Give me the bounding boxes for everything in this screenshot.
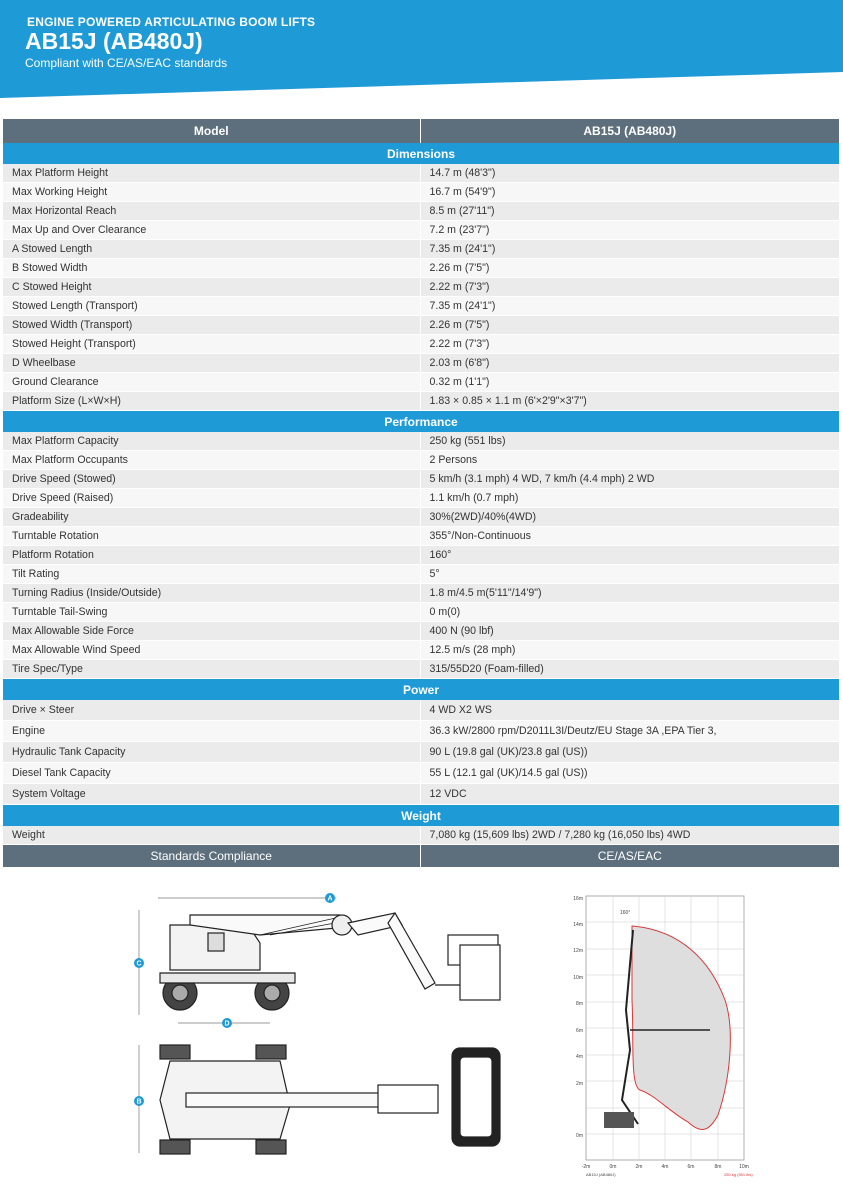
- spec-value: 2.03 m (6'8"): [420, 354, 839, 373]
- y-tick-label: 4m: [576, 1054, 583, 1060]
- x-tick-label: 2m: [635, 1164, 643, 1170]
- dimension-label-b: B: [136, 1098, 142, 1106]
- rotation-label: 160°: [620, 910, 631, 916]
- spec-label: Tilt Rating: [3, 565, 420, 584]
- spec-value: 5 km/h (3.1 mph) 4 WD, 7 km/h (4.4 mph) 2 WD: [420, 470, 839, 489]
- spec-label: System Voltage: [3, 784, 420, 805]
- spec-label: Drive Speed (Raised): [3, 489, 420, 508]
- spec-label: Platform Size (L×W×H): [3, 392, 420, 411]
- table-row: [3, 700, 839, 721]
- y-tick-label: 14m: [573, 922, 583, 928]
- section-power: [3, 679, 839, 701]
- x-tick-label: 8m: [714, 1164, 722, 1170]
- spec-value: 30%(2WD)/40%(4WD): [420, 508, 839, 527]
- spec-value: 8.5 m (27'11"): [420, 202, 839, 221]
- spec-value: 0.32 m (1'1"): [420, 373, 839, 392]
- spec-value: 14.7 m (48'3"): [420, 164, 839, 183]
- compliance-note: Compliant with CE/AS/EAC standards: [25, 56, 228, 70]
- section-title: Performance: [3, 411, 839, 433]
- spec-label: Drive × Steer: [3, 700, 420, 721]
- table-row: [3, 826, 839, 845]
- section-weight: [3, 805, 839, 827]
- spec-label: Stowed Length (Transport): [3, 297, 420, 316]
- spec-label: Ground Clearance: [3, 373, 420, 392]
- table-row: [3, 622, 839, 641]
- page-title: AB15J (AB480J): [25, 28, 203, 54]
- y-tick-label: 6m: [576, 1028, 583, 1034]
- working-range-diagram: [560, 890, 760, 1180]
- table-row: [3, 660, 839, 679]
- spec-value: 7,080 kg (15,609 lbs) 2WD / 7,280 kg (16,050 lbs) 4WD: [420, 826, 839, 845]
- table-row: [3, 164, 839, 183]
- spec-label: Max Platform Occupants: [3, 451, 420, 470]
- spec-value: 1.83 × 0.85 × 1.1 m (6'×2'9"×3'7"): [420, 392, 839, 411]
- spec-value: 1.8 m/4.5 m(5'11"/14'9"): [420, 584, 839, 603]
- spec-value: 7.35 m (24'1"): [420, 240, 839, 259]
- spec-value: 160°: [420, 546, 839, 565]
- section-title: Weight: [3, 805, 839, 827]
- spec-label: Hydraulic Tank Capacity: [3, 742, 420, 763]
- standards-row: [3, 845, 839, 868]
- table-row: [3, 784, 839, 805]
- spec-value: 7.35 m (24'1"): [420, 297, 839, 316]
- spec-table: [3, 119, 839, 867]
- table-row: [3, 508, 839, 527]
- table-row: [3, 259, 839, 278]
- standards-value: CE/AS/EAC: [420, 845, 839, 868]
- machine-dimension-drawing: [130, 885, 530, 1165]
- spec-label: Engine: [3, 721, 420, 742]
- top-view: [160, 1045, 500, 1154]
- spec-value: 12.5 m/s (28 mph): [420, 641, 839, 660]
- y-tick-label: 8m: [576, 1001, 583, 1007]
- spec-value: 355°/Non-Continuous: [420, 527, 839, 546]
- table-row: [3, 202, 839, 221]
- table-row: [3, 278, 839, 297]
- table-row: [3, 721, 839, 742]
- spec-label: Max Platform Capacity: [3, 432, 420, 451]
- table-row: [3, 392, 839, 411]
- spec-value: 4 WD X2 WS: [420, 700, 839, 721]
- section-title: Power: [3, 679, 839, 701]
- table-row: [3, 527, 839, 546]
- spec-value: 2.26 m (7'5"): [420, 259, 839, 278]
- spec-value: 2 Persons: [420, 451, 839, 470]
- spec-label: Max Allowable Wind Speed: [3, 641, 420, 660]
- spec-value: 2.22 m (7'3"): [420, 278, 839, 297]
- table-row: [3, 451, 839, 470]
- table-row: [3, 335, 839, 354]
- spec-value: 1.1 km/h (0.7 mph): [420, 489, 839, 508]
- table-row: [3, 763, 839, 784]
- section-performance: [3, 411, 839, 433]
- model-value: AB15J (AB480J): [420, 119, 839, 143]
- table-row: [3, 297, 839, 316]
- x-tick-label: 6m: [687, 1164, 695, 1170]
- x-tick-label: 4m: [661, 1164, 669, 1170]
- table-row: [3, 316, 839, 335]
- spec-value: 250 kg (551 lbs): [420, 432, 839, 451]
- spec-value: 5°: [420, 565, 839, 584]
- machine-outline: [604, 1112, 634, 1128]
- spec-label: Gradeability: [3, 508, 420, 527]
- range-legend: 250 kg (551 lbs): [724, 1172, 753, 1177]
- side-view: [160, 913, 500, 1010]
- spec-label: Drive Speed (Stowed): [3, 470, 420, 489]
- spec-label: Platform Rotation: [3, 546, 420, 565]
- spec-label: B Stowed Width: [3, 259, 420, 278]
- y-tick-label: 0m: [576, 1133, 583, 1139]
- spec-label: Stowed Width (Transport): [3, 316, 420, 335]
- spec-label: Weight: [3, 826, 420, 845]
- table-row: [3, 432, 839, 451]
- product-category: ENGINE POWERED ARTICULATING BOOM LIFTS: [27, 15, 316, 29]
- y-tick-label: 2m: [576, 1081, 583, 1087]
- table-header-row: [3, 119, 839, 143]
- table-row: [3, 546, 839, 565]
- spec-value: 55 L (12.1 gal (UK)/14.5 gal (US)): [420, 763, 839, 784]
- section-title: Dimensions: [3, 143, 839, 164]
- spec-label: Max Platform Height: [3, 164, 420, 183]
- table-row: [3, 240, 839, 259]
- y-tick-label: 16m: [573, 896, 583, 902]
- spec-label: Turning Radius (Inside/Outside): [3, 584, 420, 603]
- table-row: [3, 641, 839, 660]
- table-row: [3, 742, 839, 763]
- x-tick-label: -2m: [581, 1164, 591, 1170]
- model-label: Model: [3, 119, 420, 143]
- spec-label: Max Working Height: [3, 183, 420, 202]
- table-row: [3, 183, 839, 202]
- spec-value: 315/55D20 (Foam-filled): [420, 660, 839, 679]
- y-tick-label: 10m: [573, 975, 583, 981]
- spec-value: 90 L (19.8 gal (UK)/23.8 gal (US)): [420, 742, 839, 763]
- spec-value: 7.2 m (23'7"): [420, 221, 839, 240]
- dimension-label-a: A: [327, 895, 333, 903]
- table-row: [3, 373, 839, 392]
- table-row: [3, 489, 839, 508]
- table-row: [3, 603, 839, 622]
- table-row: [3, 565, 839, 584]
- spec-label: Diesel Tank Capacity: [3, 763, 420, 784]
- dimension-label-d: D: [224, 1020, 230, 1028]
- spec-label: A Stowed Length: [3, 240, 420, 259]
- standards-label: Standards Compliance: [3, 845, 420, 868]
- table-row: [3, 221, 839, 240]
- spec-label: D Wheelbase: [3, 354, 420, 373]
- spec-value: 2.26 m (7'5"): [420, 316, 839, 335]
- spec-value: 36.3 kW/2800 rpm/D2011L3I/Deutz/EU Stage 3A ,EPA Tier 3,: [420, 721, 839, 742]
- spec-value: 12 VDC: [420, 784, 839, 805]
- spec-value: 0 m(0): [420, 603, 839, 622]
- spec-label: Turntable Rotation: [3, 527, 420, 546]
- header-banner: [0, 0, 843, 100]
- spec-label: Tire Spec/Type: [3, 660, 420, 679]
- spec-value: 400 N (90 lbf): [420, 622, 839, 641]
- x-tick-label: 10m: [739, 1164, 749, 1170]
- spec-label: Turntable Tail-Swing: [3, 603, 420, 622]
- spec-label: C Stowed Height: [3, 278, 420, 297]
- x-tick-label: 0m: [609, 1164, 617, 1170]
- spec-value: 2.22 m (7'3"): [420, 335, 839, 354]
- spec-label: Stowed Height (Transport): [3, 335, 420, 354]
- table-row: [3, 470, 839, 489]
- section-dimensions: [3, 143, 839, 164]
- dimension-label-c: C: [136, 960, 142, 968]
- spec-label: Max Allowable Side Force: [3, 622, 420, 641]
- table-row: [3, 354, 839, 373]
- range-caption: AB15J (AB480J): [586, 1172, 616, 1177]
- spec-value: 16.7 m (54'9"): [420, 183, 839, 202]
- y-tick-label: 12m: [573, 948, 583, 954]
- spec-label: Max Up and Over Clearance: [3, 221, 420, 240]
- spec-label: Max Horizontal Reach: [3, 202, 420, 221]
- table-row: [3, 584, 839, 603]
